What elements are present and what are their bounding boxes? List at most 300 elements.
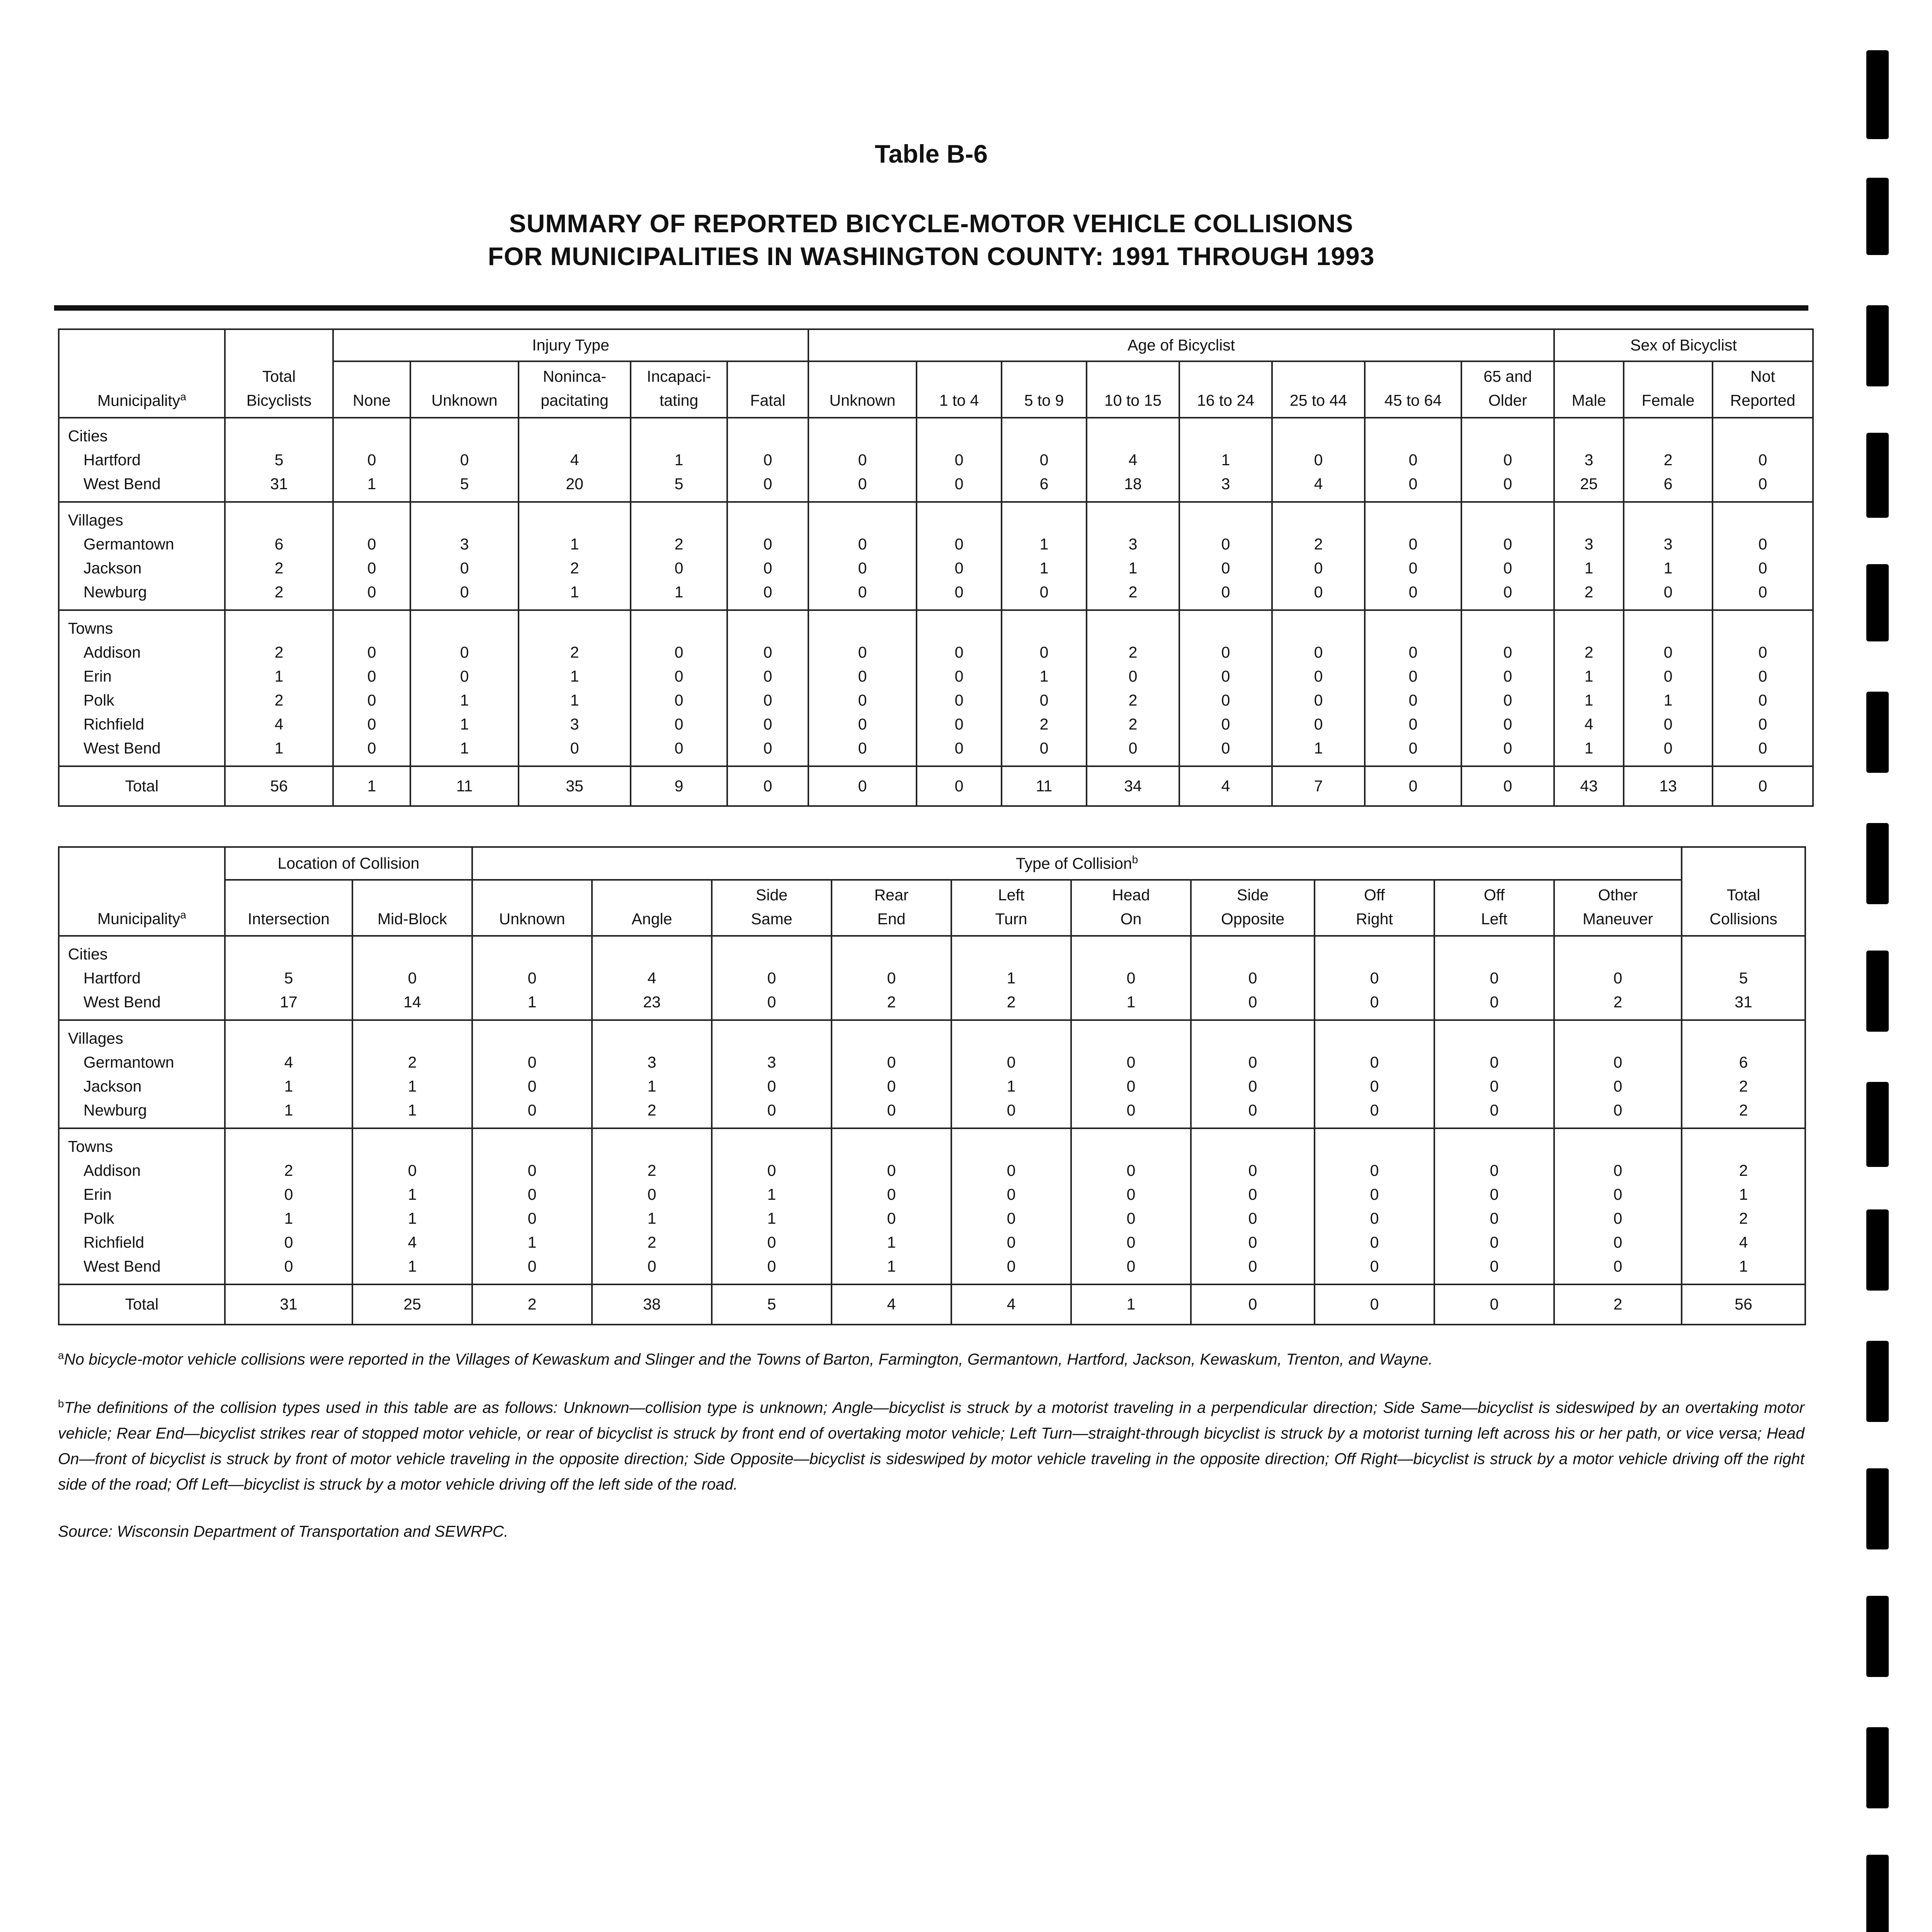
total-cell: 0 [1365, 766, 1461, 806]
total-cell: 0 [1461, 766, 1554, 806]
value-cell [951, 1128, 1071, 1284]
cell-value: 0 [858, 691, 867, 709]
value-cell [1434, 1020, 1554, 1128]
value-cell [712, 936, 832, 1020]
fatal-header: Fatal [727, 361, 808, 417]
table-title-line-1: SUMMARY OF REPORTED BICYCLE-MOTOR VEHICLE COLLISIONS [509, 209, 1354, 238]
category-row-group [59, 1128, 1805, 1284]
cell-value: 3 [647, 1053, 656, 1071]
spacer [1317, 1134, 1432, 1158]
municipality-name: Newburg [83, 1101, 147, 1119]
cell-value: 0 [1758, 559, 1767, 577]
cell-value: 0 [763, 715, 772, 733]
spacer [1367, 616, 1459, 640]
cell-value: 0 [954, 583, 964, 601]
binder-mark [1866, 1082, 1889, 1167]
value-cell [1554, 936, 1682, 1020]
age-of-bicyclist-group-header: Age of Bicyclist [808, 329, 1554, 361]
value-cell [712, 1128, 832, 1284]
spacer [227, 616, 331, 640]
cell-value: 0 [527, 1209, 537, 1228]
cell-value: 1 [527, 1233, 537, 1252]
total-row [59, 766, 1813, 806]
value-cell [519, 502, 631, 610]
cell-value: 0 [1663, 715, 1673, 733]
nonincapacitating-header: Noninca- pacitating [519, 361, 631, 417]
cell-value: 0 [1503, 535, 1512, 553]
cell-value: 2 [1039, 715, 1049, 733]
value-cell [519, 418, 631, 502]
cell-value: 1 [570, 583, 579, 601]
value-cell [1461, 502, 1554, 610]
spacer [1556, 1134, 1679, 1158]
cell-value: 0 [1248, 1209, 1257, 1228]
value-cell [225, 610, 333, 766]
cell-value: 0 [1613, 1053, 1622, 1071]
municipality-name: Newburg [83, 583, 147, 601]
cell-value: 0 [460, 559, 469, 577]
cell-value: 25 [1580, 474, 1598, 493]
cell-value: 0 [1007, 1185, 1016, 1204]
municipality-name: Germantown [83, 535, 174, 553]
cell-value: 0 [1408, 474, 1418, 493]
cell-value: 0 [367, 715, 376, 733]
value-cell [1365, 610, 1461, 766]
cell-value: 0 [367, 535, 376, 553]
spacer [1437, 1026, 1552, 1050]
total-cell: 9 [631, 766, 727, 806]
footnote-a: $^a$No bicycle-motor vehicle collisions were reported in the Villages of Kewaskum and Slinger and the Towns of Barton, Farmington, Germantown, Hartford, Jackson, Kewaskum, Trenton, and Wayne. [58, 1349, 1433, 1368]
cell-value: 1 [460, 715, 469, 733]
cell-value: 0 [1039, 643, 1049, 661]
cell-value: 1 [1663, 559, 1673, 577]
cell-value: 2 [1739, 1162, 1748, 1180]
binder-mark [1866, 50, 1889, 139]
cell-value: 0 [1490, 969, 1499, 987]
municipality-name: Erin [83, 667, 112, 685]
cell-value: 2 [570, 559, 579, 577]
spacer [1004, 508, 1084, 532]
cell-value: 1 [460, 691, 469, 709]
cell-value: 0 [1758, 535, 1767, 553]
cell-value: 0 [367, 739, 376, 757]
cell-value: 0 [1370, 1101, 1379, 1119]
cell-value: 0 [1314, 559, 1323, 577]
cell-value: 0 [887, 969, 896, 987]
cell-value: 0 [674, 691, 684, 709]
spacer [1367, 424, 1459, 448]
category-row-group [59, 1020, 1805, 1128]
spacer [714, 1026, 829, 1050]
spacer [1464, 508, 1552, 532]
cell-value: 1 [1039, 667, 1049, 685]
cell-value: 0 [1221, 583, 1230, 601]
category-label: Cities [68, 945, 108, 963]
cell-value: 2 [1739, 1101, 1748, 1119]
cell-value: 0 [1490, 1185, 1499, 1204]
cell-value: 0 [1007, 1101, 1016, 1119]
cell-value: 0 [1503, 474, 1512, 493]
cell-value: 0 [1613, 1162, 1622, 1180]
spacer [1715, 508, 1811, 532]
value-cell [1554, 610, 1624, 766]
value-cell [917, 610, 1002, 766]
spacer [413, 424, 516, 448]
cell-value: 0 [527, 1101, 537, 1119]
cell-value: 0 [1221, 643, 1230, 661]
value-cell [1624, 418, 1713, 502]
spacer [1556, 616, 1621, 640]
value-cell [1554, 1128, 1682, 1284]
cell-value: 2 [1128, 583, 1138, 601]
category-label: Villages [68, 1029, 123, 1048]
spacer [1556, 1026, 1679, 1050]
value-cell [1071, 1128, 1191, 1284]
spacer [227, 1134, 350, 1158]
total-cell: 0 [727, 766, 808, 806]
cell-value: 2 [408, 1053, 417, 1071]
cell-value: 6 [274, 535, 284, 553]
cell-value: 0 [1221, 715, 1230, 733]
cell-value: 0 [1613, 1209, 1622, 1228]
cell-value: 3 [1663, 535, 1673, 553]
spacer [1274, 424, 1362, 448]
cell-value: 0 [1490, 1209, 1499, 1228]
value-cell [1272, 610, 1365, 766]
cell-value: 2 [647, 1233, 656, 1252]
municipality-name: Polk [83, 691, 114, 709]
cell-value: 5 [284, 969, 293, 987]
cell-value: 0 [767, 1101, 776, 1119]
total-cell: 11 [1002, 766, 1087, 806]
cell-value: 0 [1503, 691, 1512, 709]
cell-value: 0 [1503, 643, 1512, 661]
cell-value: 0 [887, 1101, 896, 1119]
spacer [227, 1026, 350, 1050]
cell-value: 0 [1248, 993, 1257, 1011]
spacer [594, 1134, 709, 1158]
cell-value: 1 [1584, 691, 1594, 709]
cell-value: 2 [274, 691, 284, 709]
binder-mark [1866, 951, 1889, 1032]
category-label: Towns [68, 619, 113, 637]
spacer [521, 508, 628, 532]
cell-value: 5 [460, 474, 469, 493]
cell-value: 0 [1408, 559, 1418, 577]
cell-value: 0 [1503, 559, 1512, 577]
cell-value: 0 [1314, 583, 1323, 601]
cell-value: 0 [1370, 1077, 1379, 1095]
value-cell [1179, 418, 1272, 502]
spacer [1004, 616, 1084, 640]
municipality-header: Municipality$^a$ [59, 847, 225, 936]
value-cell [1624, 610, 1713, 766]
binder-mark [1866, 178, 1889, 255]
cell-value: 6 [1739, 1053, 1748, 1071]
cell-value: 1 [1584, 667, 1594, 685]
cell-value: 4 [1584, 715, 1594, 733]
value-cell [1272, 502, 1365, 610]
cell-value: 0 [1613, 1233, 1622, 1252]
cell-value: 1 [1584, 739, 1594, 757]
cell-value: 2 [1128, 691, 1138, 709]
value-cell [472, 1128, 592, 1284]
cell-value: 2 [1314, 535, 1323, 553]
cell-value: 0 [763, 451, 772, 469]
spacer [811, 508, 914, 532]
municipality-name: Hartford [83, 451, 141, 469]
cell-value: 0 [284, 1185, 293, 1204]
cell-value: 1 [527, 993, 537, 1011]
municipality-name: Polk [83, 1209, 114, 1228]
cell-value: 0 [1758, 691, 1767, 709]
cell-value: 4 [570, 451, 579, 469]
cell-value: 0 [1490, 1053, 1499, 1071]
cell-value: 0 [954, 451, 964, 469]
cell-value: 0 [887, 1077, 896, 1095]
spacer [1437, 1134, 1552, 1158]
cell-value: 0 [367, 643, 376, 661]
cell-value: 0 [527, 1077, 537, 1095]
cell-value: 0 [1758, 667, 1767, 685]
head-on-header: Head On [1071, 880, 1191, 936]
value-cell [1682, 1128, 1805, 1284]
value-cell [1682, 936, 1805, 1020]
cell-value: 2 [1663, 451, 1673, 469]
cell-value: 0 [763, 535, 772, 553]
cell-value: 0 [1613, 969, 1622, 987]
cell-value: 1 [408, 1209, 417, 1228]
cell-value: 0 [1314, 667, 1323, 685]
cell-value: 0 [767, 969, 776, 987]
cell-value: 0 [674, 715, 684, 733]
total-cell: 0 [1713, 766, 1813, 806]
cell-value: 0 [1370, 1053, 1379, 1071]
value-cell [917, 502, 1002, 610]
cell-value: 2 [647, 1101, 656, 1119]
cell-value: 0 [1128, 739, 1138, 757]
cell-value: 0 [1007, 1233, 1016, 1252]
spacer [521, 424, 628, 448]
total-cell: 4 [1179, 766, 1272, 806]
cell-value: 0 [367, 451, 376, 469]
total-cell: 56 [225, 766, 333, 806]
total-cell: 0 [917, 766, 1002, 806]
location-type-table [58, 846, 1806, 1325]
mid-block-header: Mid-Block [352, 880, 472, 936]
value-cell [352, 1128, 472, 1284]
total-row [59, 1284, 1805, 1324]
cell-value: 0 [1758, 474, 1767, 493]
cell-value: 2 [1128, 643, 1138, 661]
municipality-cell [59, 418, 225, 502]
spacer [413, 508, 516, 532]
cell-value: 0 [1503, 451, 1512, 469]
value-cell [1461, 610, 1554, 766]
spacer [1626, 616, 1710, 640]
cell-value: 1 [674, 451, 684, 469]
injury-age-sex-table [58, 328, 1814, 807]
cell-value: 0 [674, 739, 684, 757]
value-cell [1179, 502, 1272, 610]
spacer [474, 1026, 590, 1050]
source-note: Source: Wisconsin Department of Transportation and SEWRPC. [58, 1522, 509, 1540]
value-cell [808, 610, 917, 766]
spacer [811, 424, 914, 448]
cell-value: 0 [954, 559, 964, 577]
cell-value: 0 [887, 1053, 896, 1071]
category-row-group [59, 610, 1813, 766]
cell-value: 0 [284, 1233, 293, 1252]
cell-value: 0 [1408, 715, 1418, 733]
value-cell [333, 502, 410, 610]
cell-value: 0 [887, 1209, 896, 1228]
cell-value: 1 [647, 1077, 656, 1095]
value-cell [1682, 1020, 1805, 1128]
total-collisions-header: Total Collisions [1682, 847, 1805, 936]
cell-value: 0 [954, 643, 964, 661]
cell-value: 0 [460, 667, 469, 685]
total-cell: 1 [333, 766, 410, 806]
cell-value: 0 [1314, 715, 1323, 733]
cell-value: 0 [1490, 993, 1499, 1011]
spacer [227, 424, 331, 448]
cell-value: 0 [858, 643, 867, 661]
value-cell [727, 502, 808, 610]
value-cell [592, 1128, 712, 1284]
spacer [714, 942, 829, 966]
cell-value: 0 [1126, 1101, 1136, 1119]
cell-value: 0 [1503, 667, 1512, 685]
cell-value: 0 [763, 643, 772, 661]
cell-value: 1 [274, 667, 284, 685]
value-cell [1191, 936, 1315, 1020]
location-of-collision-group-header: Location of Collision [225, 847, 472, 880]
age-65-older-header: 65 and Older [1461, 361, 1554, 417]
total-cell: 4 [832, 1284, 951, 1324]
female-header: Female [1624, 361, 1713, 417]
category-label: Villages [68, 511, 123, 529]
left-turn-header: Left Turn [951, 880, 1071, 936]
municipality-name: West Bend [83, 739, 161, 757]
value-cell [808, 418, 917, 502]
cell-value: 4 [647, 969, 656, 987]
cell-value: 3 [460, 535, 469, 553]
table-body [59, 418, 1813, 766]
value-cell [832, 1020, 951, 1128]
cell-value: 0 [1126, 1162, 1136, 1180]
cell-value: 1 [887, 1233, 896, 1252]
cell-value: 0 [1370, 1209, 1379, 1228]
cell-value: 0 [954, 535, 964, 553]
value-cell [1434, 1128, 1554, 1284]
cell-value: 0 [954, 739, 964, 757]
cell-value: 1 [1128, 559, 1138, 577]
cell-value: 2 [1128, 715, 1138, 733]
category-row-group [59, 502, 1813, 610]
cell-value: 2 [674, 535, 684, 553]
cell-value: 0 [1613, 1185, 1622, 1204]
value-cell [727, 610, 808, 766]
footnote-b: $^b$The definitions of the collision types used in this table are as follows: Unknown—collision type is unknown; Angle—bicyclist is struck by a motorist traveling in a perpendicular direction; Side Same—bicyclist is sideswiped by an overtaking motor vehicle; Rear End—bicyclist strikes rear of stopped motor vehicle, or rear of bicyclist is struck by front end of overtaking motor vehicle; Left Turn—straight-through bicyclist is struck by a motorist turning left across his or her path, or vice versa; Head On—front of bicyclist is struck by front of motor vehicle traveling in the opposite direction; Side Opposite—bicyclist is sideswiped by motor vehicle traveling in the opposite direction; Off Right—bicyclist is struck by a motor vehicle driving off the right side of the road; Off Left—bicyclist is struck by a motor vehicle driving off the left side of the road. [58, 1398, 1804, 1493]
table-title-line-2: FOR MUNICIPALITIES IN WASHINGTON COUNTY: 1991 THROUGH 1993 [488, 242, 1375, 270]
cell-value: 4 [1739, 1233, 1748, 1252]
cell-value: 0 [1007, 1209, 1016, 1228]
cell-value: 0 [1490, 1101, 1499, 1119]
cell-value: 0 [1370, 969, 1379, 987]
cell-value: 0 [1758, 583, 1767, 601]
cell-value: 2 [570, 643, 579, 661]
value-cell [1554, 418, 1624, 502]
spacer [919, 508, 999, 532]
value-cell [1713, 418, 1813, 502]
spacer [1437, 942, 1552, 966]
cell-value: 0 [858, 451, 867, 469]
municipality-name: Jackson [83, 559, 142, 577]
cell-value: 0 [1408, 667, 1418, 685]
category-row-group [59, 936, 1805, 1020]
table-body [59, 936, 1805, 1284]
spacer [335, 616, 408, 640]
cell-value: 0 [1490, 1077, 1499, 1095]
off-left-header: Off Left [1434, 880, 1554, 936]
cell-value: 0 [460, 451, 469, 469]
unknown-type-header: Unknown [472, 880, 592, 936]
cell-value: 5 [674, 474, 684, 493]
value-cell [1461, 418, 1554, 502]
cell-value: 2 [284, 1162, 293, 1180]
cell-value: 0 [1007, 1257, 1016, 1276]
spacer [730, 508, 806, 532]
spacer [1464, 424, 1552, 448]
cell-value: 2 [1613, 993, 1622, 1011]
cell-value: 0 [858, 739, 867, 757]
value-cell [631, 418, 727, 502]
cell-value: 0 [1221, 535, 1230, 553]
cell-value: 0 [1221, 559, 1230, 577]
cell-value: 0 [367, 559, 376, 577]
cell-value: 0 [1663, 739, 1673, 757]
cell-value: 0 [674, 643, 684, 661]
cell-value: 0 [1314, 643, 1323, 661]
cell-value: 3 [570, 715, 579, 733]
cell-value: 0 [570, 739, 579, 757]
cell-value: 14 [403, 993, 421, 1011]
cell-value: 0 [1126, 969, 1136, 987]
cell-value: 0 [858, 559, 867, 577]
spacer [730, 616, 806, 640]
cell-value: 0 [1039, 739, 1049, 757]
municipality-name: Addison [83, 643, 141, 661]
total-cell: 4 [951, 1284, 1071, 1324]
cell-value: 0 [887, 1162, 896, 1180]
value-cell [1365, 418, 1461, 502]
cell-value: 2 [1739, 1209, 1748, 1228]
value-cell [472, 1020, 592, 1128]
spacer [521, 616, 628, 640]
cell-value: 1 [570, 691, 579, 709]
municipality-name: Addison [83, 1162, 141, 1180]
cell-value: 1 [1007, 1077, 1016, 1095]
value-cell [1002, 502, 1087, 610]
cell-value: 0 [408, 1162, 417, 1180]
cell-value: 0 [1039, 583, 1049, 601]
age-25-44-header: 25 to 44 [1272, 361, 1365, 417]
spacer [594, 942, 709, 966]
value-cell [1365, 502, 1461, 610]
municipality-name: West Bend [83, 993, 161, 1011]
spacer [811, 616, 914, 640]
